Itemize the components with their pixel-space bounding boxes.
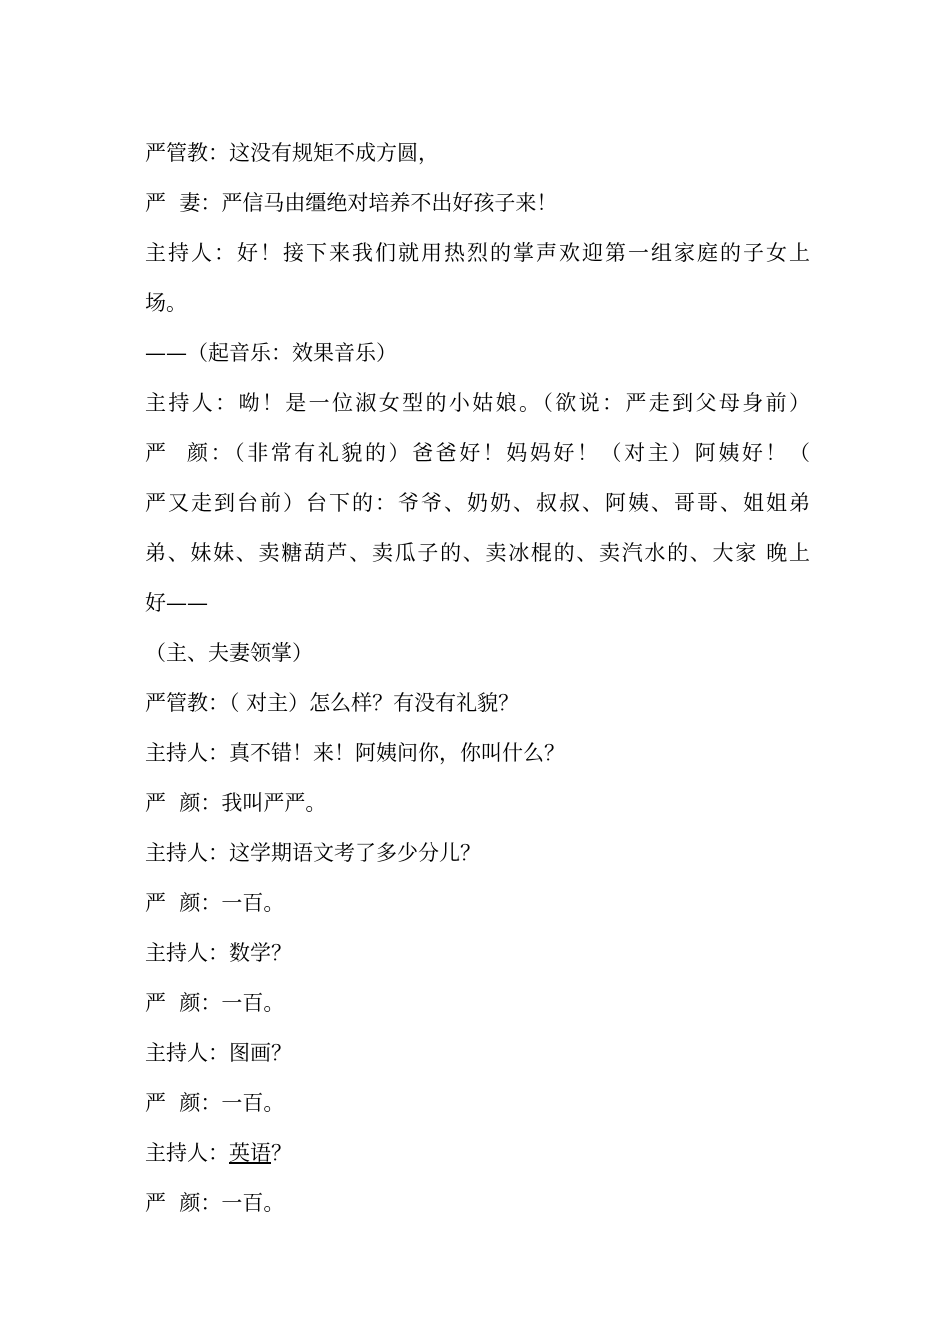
dialogue-line: 主持人：呦！是一位淑女型的小姑娘。（欲说：严走到父母身前） (145, 391, 810, 415)
dialogue-line: 严又走到台前）台下的：爷爷、奶奶、叔叔、阿姨、哥哥、姐姐弟 (145, 491, 810, 515)
dialogue-line: 主持人：数学？ (145, 941, 292, 965)
stage-direction: （主、夫妻领掌） (145, 641, 313, 665)
dialogue-line: 严 颜：（非常有礼貌的）爸爸好！妈妈好！（对主）阿姨好！（ (145, 441, 810, 465)
dialogue-line: 主持人：真不错！来！阿姨问你，你叫什么？ (145, 741, 565, 765)
stage-direction: ——（起音乐：效果音乐） (145, 341, 397, 365)
dialogue-line: 严 颜：一百。 (145, 891, 285, 915)
dialogue-line: 严 颜：我叫严严。 (145, 791, 327, 815)
script-page (145, 128, 810, 1228)
dialogue-line: 严管教：（ 对主）怎么样？有没有礼貌？ (145, 691, 520, 715)
dialogue-line: 严管教：这没有规矩不成方圆， (145, 141, 439, 165)
speaker-label: 主持人： (145, 1141, 229, 1165)
dialogue-line: 主持人：这学期语文考了多少分儿？ (145, 841, 481, 865)
dialogue-line: 主持人：好！接下来我们就用热烈的掌声欢迎第一组家庭的子女上 (145, 241, 810, 265)
dialogue-line: 严 妻：严信马由缰绝对培养不出好孩子来！ (145, 191, 558, 215)
dialogue-line (145, 1128, 810, 1178)
dialogue-line: 严 颜：一百。 (145, 1091, 285, 1115)
dialogue-line: 好—— (145, 591, 208, 615)
dialogue-line: 主持人：图画？ (145, 1041, 292, 1065)
dialogue-line: 弟、妹妹、卖糖葫芦、卖瓜子的、卖冰棍的、卖汽水的、大家 晚上 (145, 541, 810, 565)
punctuation: ？ (271, 1141, 292, 1165)
dialogue-line: 严 颜：一百。 (145, 1191, 285, 1215)
underlined-word: 英语 (229, 1141, 271, 1165)
dialogue-line: 场。 (145, 291, 187, 315)
dialogue-line: 严 颜：一百。 (145, 991, 285, 1015)
